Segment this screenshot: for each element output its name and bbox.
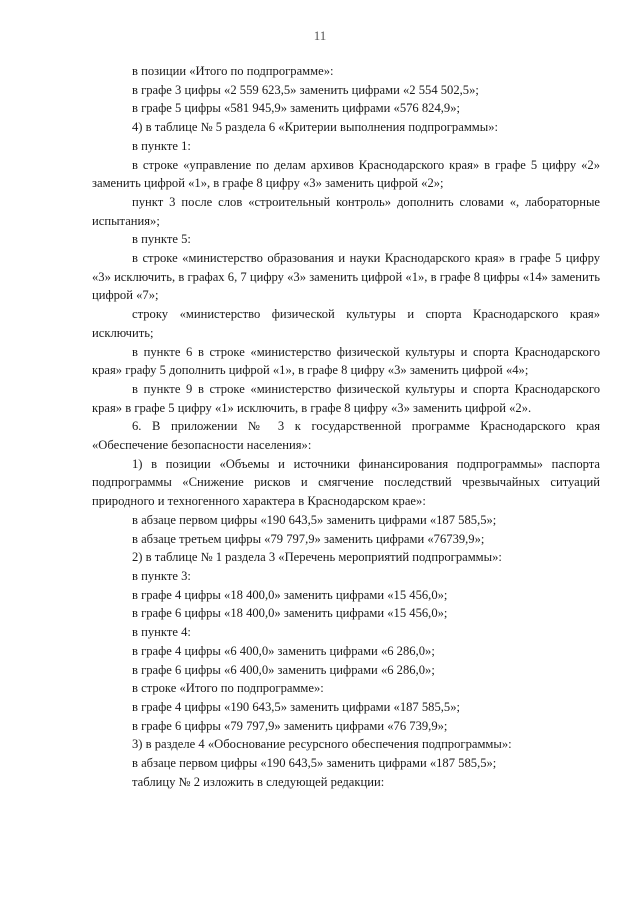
paragraph: в строке «министерство образования и науки Краснодарского края» в графе 5 цифру «3» исключить, в графах 6, 7 цифру «3» заменить цифрой «1», в графе 8 цифры «14» заменить цифрой «7»; — [92, 251, 600, 303]
paragraph: в графе 4 цифры «6 400,0» заменить цифрами «6 286,0»; — [132, 643, 435, 658]
paragraph: в пункте 3: — [132, 568, 191, 583]
paragraph: в графе 6 цифры «18 400,0» заменить цифрами «15 456,0»; — [132, 606, 448, 621]
page-number: 11 — [313, 28, 327, 43]
paragraph: 3) в разделе 4 «Обоснование ресурсного обеспечения подпрограммы»: — [132, 737, 512, 752]
paragraph: в пункте 4: — [132, 625, 191, 640]
paragraph: в графе 5 цифры «581 945,9» заменить цифрами «576 824,9»; — [132, 101, 461, 116]
paragraph: таблицу № 2 изложить в следующей редакции: — [132, 774, 385, 789]
paragraph: в абзаце первом цифры «190 643,5» заменить цифрами «187 585,5»; — [132, 512, 497, 527]
paragraph: в пункте 1: — [132, 138, 191, 153]
paragraph: в графе 4 цифры «190 643,5» заменить цифрами «187 585,5»; — [132, 699, 461, 714]
paragraph: 4) в таблице № 5 раздела 6 «Критерии выполнения подпрограммы»: — [132, 120, 499, 135]
paragraph: 1) в позиции «Объемы и источники финансирования подпрограммы» паспорта подпрограммы «Снижение рисков и смягчение последствий чрезвычайных ситуаций природного и техногенного характера в Краснодарском крае»: — [92, 456, 600, 509]
paragraph: 2) в таблице № 1 раздела 3 «Перечень мероприятий подпрограммы»: — [132, 550, 502, 565]
paragraph: строку «министерство физической культуры и спорта Краснодарского края» исключить; — [92, 307, 600, 340]
paragraph: в пункте 9 в строке «министерство физической культуры и спорта Краснодарского края» в графе 5 цифру «1» исключить, в графе 8 цифру «3» заменить цифрой «2». — [92, 381, 600, 415]
paragraph: пункт 3 после слов «строительный контроль» дополнить словами «, лабораторные испытания»; — [92, 194, 600, 228]
paragraph: в графе 4 цифры «18 400,0» заменить цифрами «15 456,0»; — [132, 587, 448, 602]
paragraph: в пункте 6 в строке «министерство физической культуры и спорта Краснодарского края» графу 5 дополнить цифрой «1», в графе 8 цифру «3» заменить цифрой «4»; — [92, 344, 600, 378]
paragraph: в графе 3 цифры «2 559 623,5» заменить цифрами «2 554 502,5»; — [132, 82, 479, 97]
paragraph: в графе 6 цифры «79 797,9» заменить цифрами «76 739,9»; — [132, 718, 448, 733]
document-body — [92, 62, 600, 791]
paragraph: в позиции «Итого по подпрограмме»: — [132, 64, 334, 78]
paragraph: в абзаце третьем цифры «79 797,9» заменить цифрами «76739,9»; — [132, 531, 485, 546]
paragraph: в абзаце первом цифры «190 643,5» заменить цифрами «187 585,5»; — [132, 756, 497, 771]
paragraph: в графе 6 цифры «6 400,0» заменить цифрами «6 286,0»; — [132, 662, 435, 677]
paragraph: в строке «управление по делам архивов Краснодарского края» в графе 5 цифру «2» заменить цифрой «1», в графе 8 цифру «3» заменить цифрой «2»; — [92, 157, 600, 191]
paragraph: в пункте 5: — [132, 232, 191, 247]
paragraph: в строке «Итого по подпрограмме»: — [132, 681, 324, 696]
paragraph: 6. В приложении № 3 к государственной программе Краснодарского края «Обеспечение безопасности населения»: — [92, 419, 600, 453]
